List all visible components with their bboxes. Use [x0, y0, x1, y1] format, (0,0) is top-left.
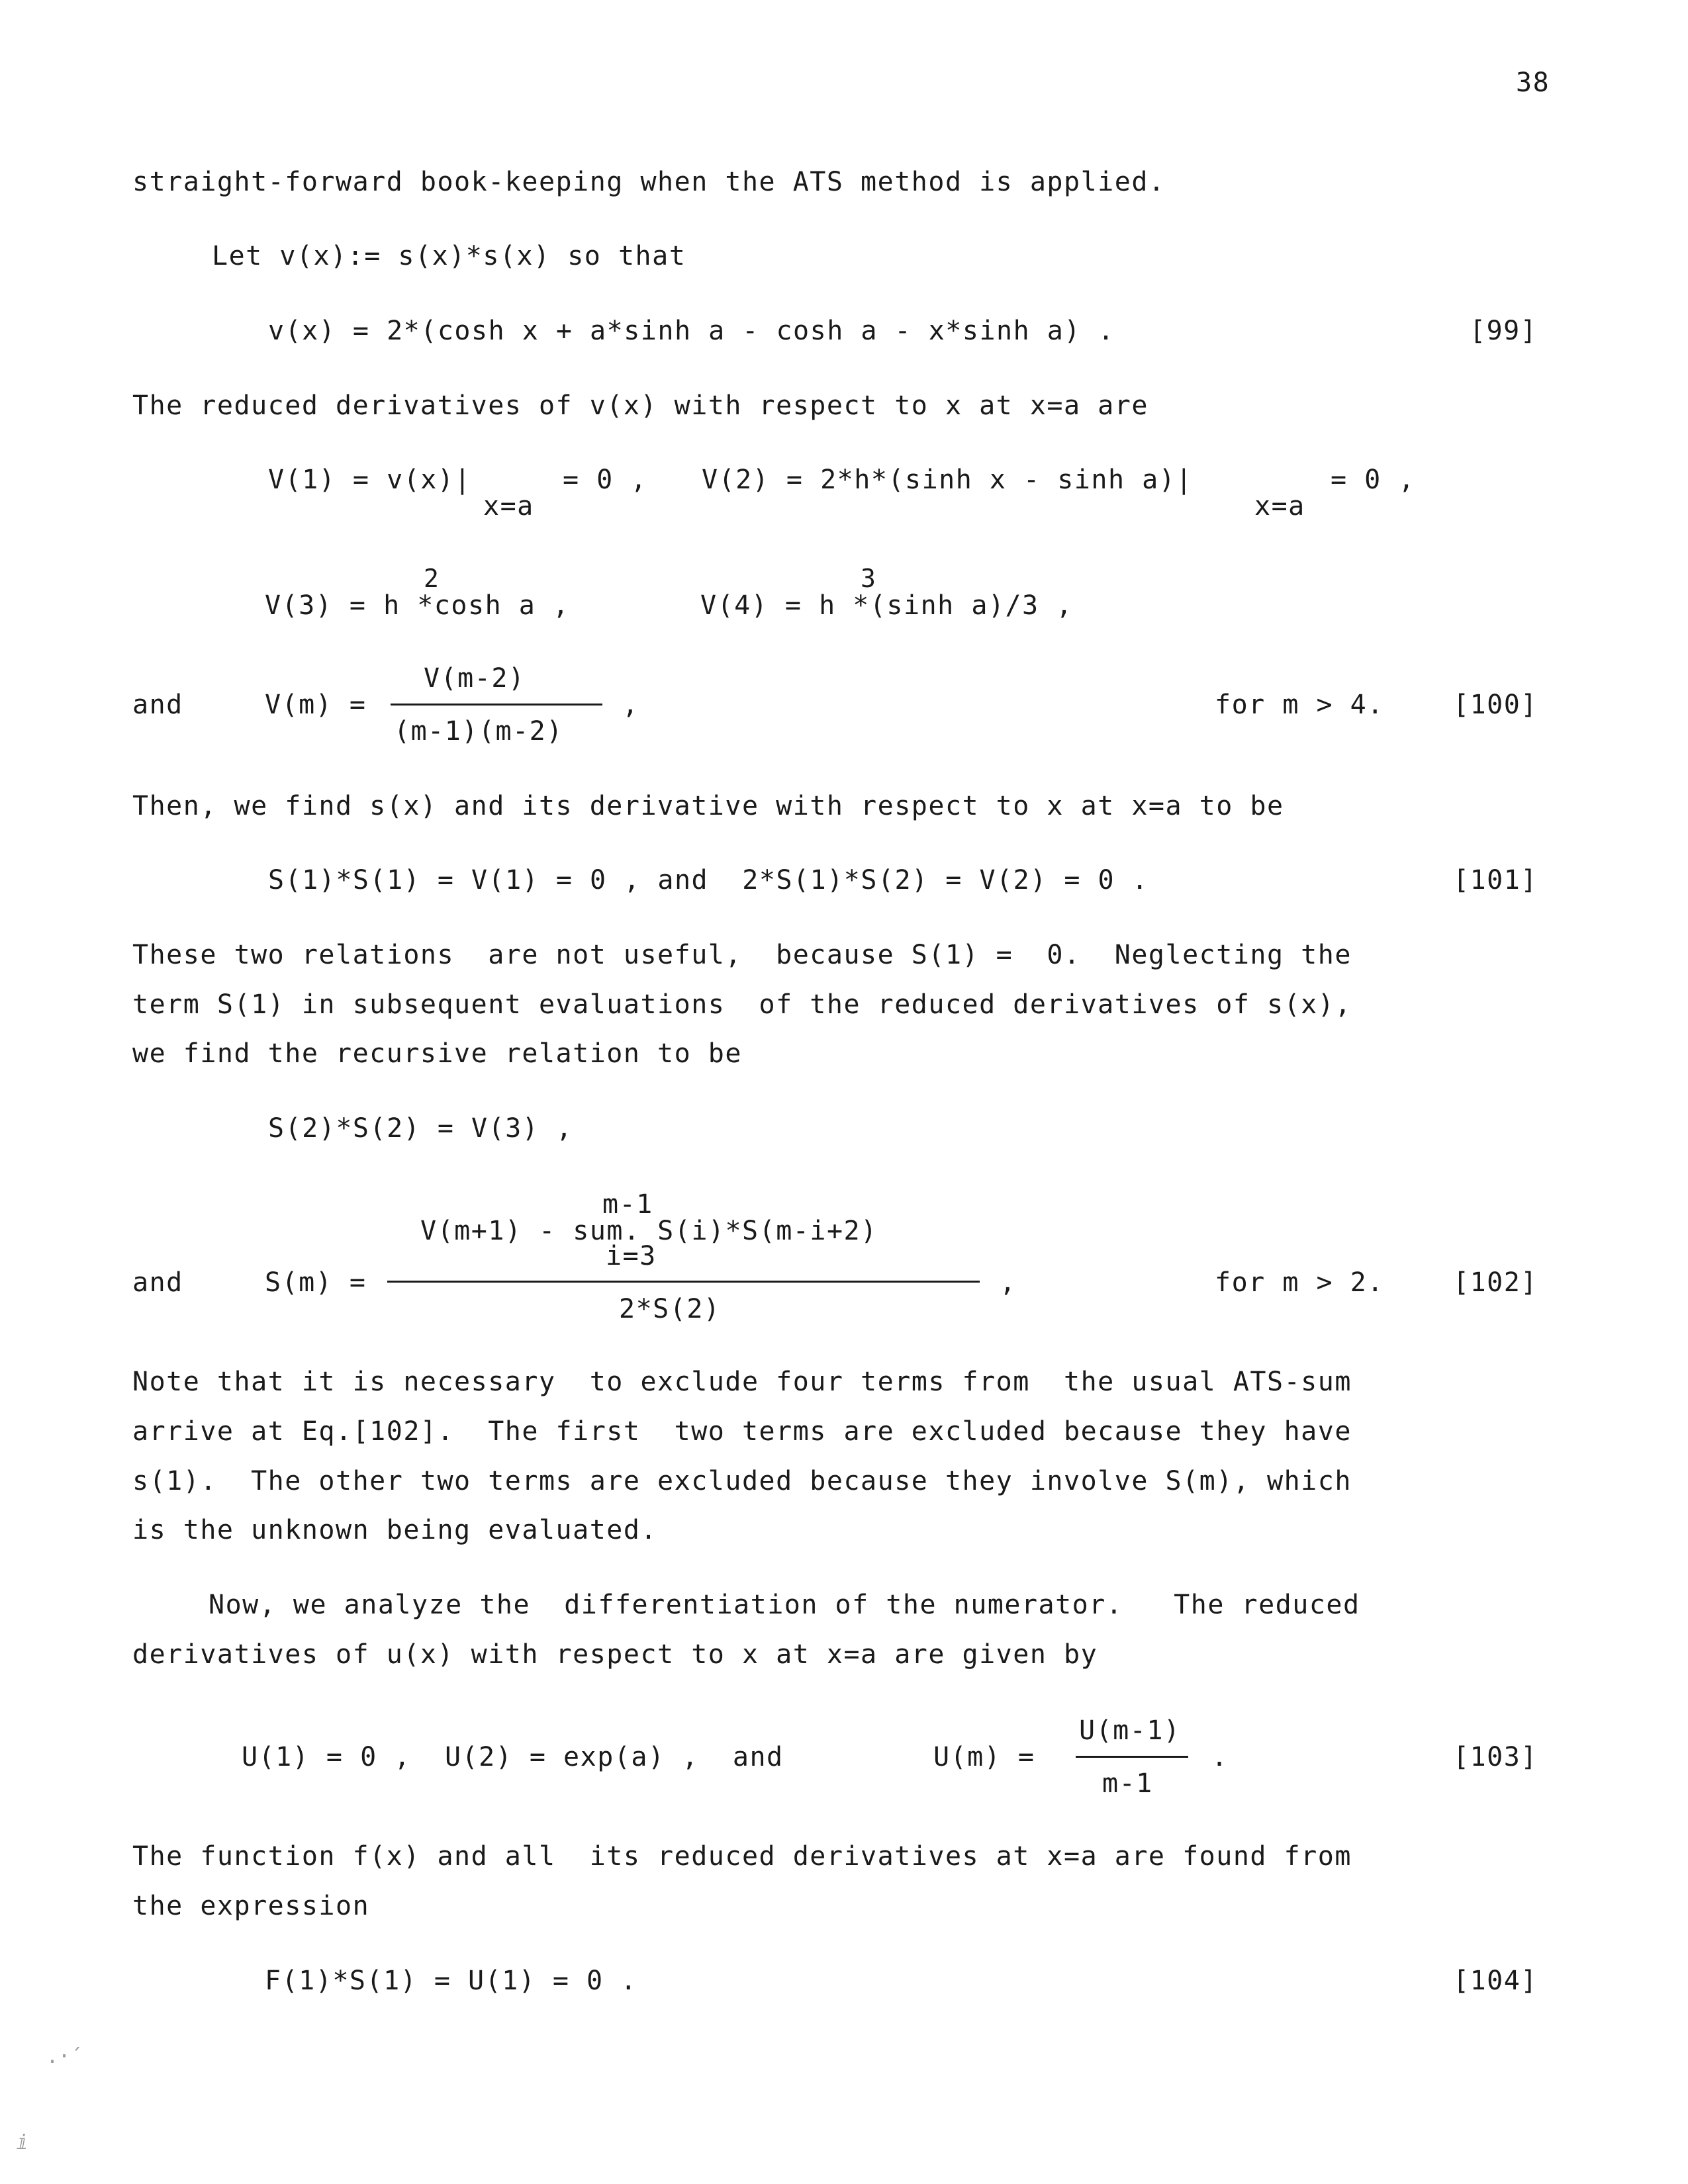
equation-tag: [99]: [1470, 316, 1538, 346]
text-line: Now, we analyze the differentiation of the numerator. The reduced: [209, 1590, 1360, 1620]
equation-tag: [103]: [1453, 1742, 1538, 1772]
text-line: straight-forward book-keeping when the ATS method is applied.: [132, 167, 1166, 197]
exponent: 3: [861, 564, 876, 593]
punctuation: ,: [622, 690, 639, 720]
fraction-bar: [1076, 1756, 1188, 1758]
sum-upper-limit: m-1: [602, 1189, 653, 1220]
word-and: and: [132, 690, 183, 720]
fraction-denominator: 2*S(2): [619, 1294, 721, 1324]
scan-speck: ⅈ: [17, 2131, 29, 2154]
page-number: 38: [1516, 68, 1550, 98]
equation-s2: S(2)*S(2) = V(3) ,: [268, 1113, 573, 1144]
equation-101: S(1)*S(1) = V(1) = 0 , and 2*S(1)*S(2) = V(2) = 0 .: [268, 865, 1149, 895]
fraction-numerator: V(m+1) - sum. S(i)*S(m-i+2): [420, 1216, 878, 1246]
condition: for m > 4.: [1215, 690, 1384, 720]
equation-um: U(m) =: [933, 1742, 1035, 1772]
equation-v1-value: = 0 ,: [563, 465, 647, 495]
text-line: s(1). The other two terms are excluded because they involve S(m), which: [132, 1466, 1352, 1496]
punctuation: ,: [1000, 1267, 1017, 1298]
sum-lower-limit: i=3: [606, 1241, 657, 1271]
equation-104: F(1)*S(1) = U(1) = 0 .: [265, 1966, 637, 1996]
text-line: term S(1) in subsequent evaluations of the reduced derivatives of s(x),: [132, 989, 1352, 1020]
subscript: x=a: [483, 491, 534, 522]
fraction-denominator: (m-1)(m-2): [394, 716, 563, 747]
fraction-numerator: V(m-2): [424, 663, 526, 694]
equation-v3: V(3) = h *cosh a ,: [265, 590, 570, 621]
word-and: and: [132, 1267, 183, 1298]
text-line: These two relations are not useful, because S(1) = 0. Neglecting the: [132, 940, 1352, 970]
subscript: x=a: [1254, 491, 1305, 522]
fraction-bar: [391, 704, 602, 705]
equation-103: U(1) = 0 , U(2) = exp(a) , and: [242, 1742, 784, 1772]
text-line: is the unknown being evaluated.: [132, 1515, 658, 1545]
equation-v1: V(1) = v(x)|: [268, 465, 471, 495]
text-line: derivatives of u(x) with respect to x at x=a are given by: [132, 1639, 1098, 1670]
equation-tag: [102]: [1453, 1267, 1538, 1298]
punctuation: .: [1211, 1742, 1229, 1772]
text-line: Then, we find s(x) and its derivative with respect to x at x=a to be: [132, 791, 1284, 821]
text-line: Note that it is necessary to exclude four terms from the usual ATS-sum: [132, 1367, 1352, 1397]
equation-tag: [100]: [1453, 690, 1538, 720]
equation-99: v(x) = 2*(cosh x + a*sinh a - cosh a - x*sinh a) .: [268, 316, 1115, 346]
text-line: The reduced derivatives of v(x) with respect to x at x=a are: [132, 390, 1149, 421]
exponent: 2: [424, 564, 439, 593]
text-line: arrive at Eq.[102]. The first two terms are excluded because they have: [132, 1416, 1352, 1447]
fraction-numerator: U(m-1): [1079, 1715, 1181, 1746]
text-line: The function f(x) and all its reduced derivatives at x=a are found from: [132, 1841, 1352, 1872]
equation-vm: V(m) =: [265, 690, 367, 720]
fraction-bar: [387, 1281, 980, 1283]
scan-speck: .·´: [46, 2045, 83, 2068]
condition: for m > 2.: [1215, 1267, 1384, 1298]
equation-v4: V(4) = h *(sinh a)/3 ,: [700, 590, 1073, 621]
equation-sm: S(m) =: [265, 1267, 367, 1298]
equation-tag: [101]: [1453, 865, 1538, 895]
text-line: the expression: [132, 1891, 370, 1921]
fraction-denominator: m-1: [1102, 1768, 1153, 1799]
equation-v2: V(2) = 2*h*(sinh x - sinh a)|: [702, 465, 1193, 495]
text-line: Let v(x):= s(x)*s(x) so that: [212, 241, 686, 271]
equation-tag: [104]: [1453, 1966, 1538, 1996]
equation-v2-value: = 0 ,: [1331, 465, 1415, 495]
text-line: we find the recursive relation to be: [132, 1038, 742, 1069]
